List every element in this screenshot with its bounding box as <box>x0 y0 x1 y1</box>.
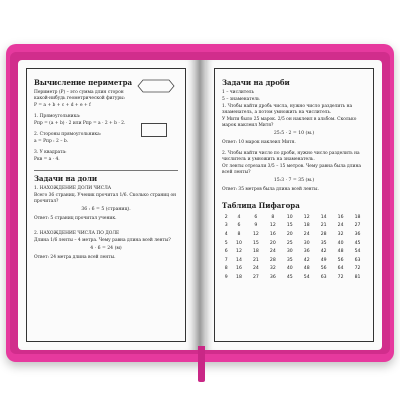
table-cell: 48 <box>303 266 310 272</box>
table-cell: 6 <box>254 214 258 220</box>
table-cell: 35 <box>320 240 327 246</box>
square-label: 3. У квадрата: <box>34 150 67 155</box>
table-cell: 6 <box>237 223 241 229</box>
table-row <box>222 256 366 265</box>
table-cell: 21 <box>320 223 327 229</box>
rule1-formula: 25:5 · 2 = 10 (м.) <box>273 131 315 136</box>
fractions-title: Задачи на доли <box>34 174 98 183</box>
table-cell: 48 <box>337 249 344 255</box>
table-cell: 14 <box>236 257 242 263</box>
table-cell: 20 <box>286 231 293 237</box>
section1-formula: 36 : 6 = 5 (страниц). <box>81 207 131 212</box>
table-cell: 8 <box>237 231 241 237</box>
section2-formula: 4 · 6 = 24 (м) <box>90 246 122 251</box>
table-cell: 14 <box>320 214 327 220</box>
rule2-example: От ленты отрезали 3/5 – 15 метров. Чему равна была длина всей ленты? <box>222 164 361 175</box>
table-row <box>222 213 366 222</box>
table-cell: 12 <box>303 214 310 220</box>
table-cell: 8 <box>271 214 275 220</box>
table-cell: 16 <box>337 214 344 220</box>
table-cell: 36 <box>354 231 361 237</box>
table-cell: 6 <box>224 249 228 255</box>
sides-label: 2. Стороны прямоугольника: <box>34 132 102 137</box>
table-cell: 16 <box>269 231 276 237</box>
notebook-spine <box>194 60 206 350</box>
table-cell: 5 <box>224 240 228 246</box>
rectangle-label: 1. Прямоугольника: <box>34 114 81 119</box>
rectangle-formula: Pпр = (a + b) · 2 или Pпр = a · 2 + b · 2. <box>34 121 126 126</box>
table-cell: 27 <box>354 223 361 229</box>
table-cell: 3 <box>224 223 228 229</box>
table-cell: 30 <box>303 240 310 246</box>
table-cell: 30 <box>286 249 293 255</box>
table-cell: 56 <box>337 257 344 263</box>
rule1-example: У Мити было 25 марок. 2/5 он наклеил в альбом. Сколько марок наклеил Митя? <box>222 117 357 128</box>
table-cell: 28 <box>320 231 327 237</box>
table-cell: 32 <box>269 266 276 272</box>
table-cell: 9 <box>224 274 228 280</box>
table-cell: 10 <box>286 214 293 220</box>
table-cell: 15 <box>252 240 259 246</box>
right-page <box>206 60 382 350</box>
table-cell: 8 <box>224 266 228 272</box>
section2-heading: 2. НАХОЖДЕНИЕ ЧИСЛА ПО ДОЛЕ <box>34 231 120 236</box>
table-cell: 35 <box>286 257 293 263</box>
pythagoras-table <box>222 213 366 282</box>
table-cell: 56 <box>320 266 327 272</box>
table-cell: 25 <box>286 240 293 246</box>
table-cell: 42 <box>303 257 310 263</box>
table-cell: 18 <box>354 214 361 220</box>
table-cell: 54 <box>354 249 361 255</box>
table-cell: 24 <box>252 266 259 272</box>
table-cell: 40 <box>337 240 344 246</box>
perimeter-text: Периметр (P) – это сумма длин сторон какой-нибудь геометрической фигуры: <box>34 90 126 101</box>
bookmark-ribbon <box>198 346 205 382</box>
table-cell: 10 <box>236 240 242 246</box>
table-row <box>222 239 366 248</box>
left-page <box>18 60 194 350</box>
rule1-answer: Ответ: 10 марок наклеил Митя. <box>222 140 296 145</box>
table-cell: 18 <box>303 223 310 229</box>
table-cell: 63 <box>320 274 327 280</box>
table-cell: 18 <box>236 274 242 280</box>
table-cell: 27 <box>252 274 259 280</box>
table-row <box>222 273 366 282</box>
table-cell: 15 <box>286 223 293 229</box>
table-cell: 54 <box>303 274 310 280</box>
table-cell: 72 <box>354 266 361 272</box>
pythagoras-title: Таблица Пифагора <box>222 201 300 210</box>
table-cell: 81 <box>354 274 361 280</box>
table-cell: 12 <box>236 249 242 255</box>
table-cell: 4 <box>224 231 228 237</box>
denominator-label: 5 – знаменатель <box>222 97 260 102</box>
table-cell: 24 <box>303 231 310 237</box>
table-cell: 42 <box>320 249 327 255</box>
table-cell: 45 <box>354 240 361 246</box>
table-row <box>222 265 366 274</box>
table-cell: 4 <box>237 214 241 220</box>
table-cell: 24 <box>337 223 344 229</box>
rule2-text: 2. Чтобы найти число по дроби, нужно число разделить на числитель и умножить на знаменатель. <box>222 151 360 162</box>
table-cell: 12 <box>269 223 276 229</box>
fractions-right-title: Задачи на дроби <box>222 78 290 87</box>
table-cell: 63 <box>354 257 361 263</box>
section1-answer: Ответ: 5 страниц прочитал ученик. <box>34 216 117 221</box>
perimeter-title: Вычисление периметра <box>34 78 133 87</box>
rule1-text: 1. Чтобы найти дробь числа, нужно число разделить на знаменатель, а потом умножить на числитель. <box>222 104 353 115</box>
section2-text: Длина 1/6 ленты – 4 метра. Чему равна длина всей ленты? <box>34 238 171 243</box>
table-cell: 64 <box>337 266 344 272</box>
table-cell: 45 <box>286 274 293 280</box>
table-cell: 24 <box>269 249 276 255</box>
table-cell: 2 <box>224 214 228 220</box>
table-cell: 18 <box>252 249 259 255</box>
table-row <box>222 247 366 256</box>
table-cell: 32 <box>337 231 344 237</box>
table-cell: 49 <box>320 257 327 263</box>
table-cell: 12 <box>252 231 259 237</box>
section1-heading: 1. НАХОЖДЕНИЕ ДОЛИ ЧИСЛА <box>34 186 112 191</box>
section2-answer: Ответ: 24 метра длина всей ленты. <box>34 255 116 260</box>
table-cell: 72 <box>337 274 344 280</box>
table-cell: 36 <box>303 249 310 255</box>
table-cell: 20 <box>269 240 276 246</box>
sides-formula: a = Pпр : 2 – b. <box>34 139 69 144</box>
rule2-formula: 15:3 · 7 = 35 (м.) <box>273 178 315 183</box>
right-page-frame <box>214 68 374 342</box>
perimeter-formula: P = a + b + c + d + e + f <box>34 103 91 108</box>
section1-text: Всего 36 страниц. Ученик прочитал 1/6. Сколько страниц он прочитал? <box>34 193 177 204</box>
divider <box>34 170 178 171</box>
rule2-answer: Ответ: 35 метров была длина всей ленты. <box>222 187 319 192</box>
left-page-frame <box>26 68 186 342</box>
square-formula: Pкв = a · 4. <box>34 157 60 162</box>
table-cell: 7 <box>224 257 228 263</box>
table-row <box>222 230 366 239</box>
table-cell: 40 <box>286 266 293 272</box>
table-cell: 28 <box>269 257 276 263</box>
table-cell: 21 <box>252 257 259 263</box>
table-cell: 9 <box>254 223 258 229</box>
table-cell: 36 <box>269 274 276 280</box>
numerator-label: 1 – числитель <box>222 90 254 95</box>
table-row <box>222 222 366 231</box>
table-cell: 16 <box>236 266 242 272</box>
